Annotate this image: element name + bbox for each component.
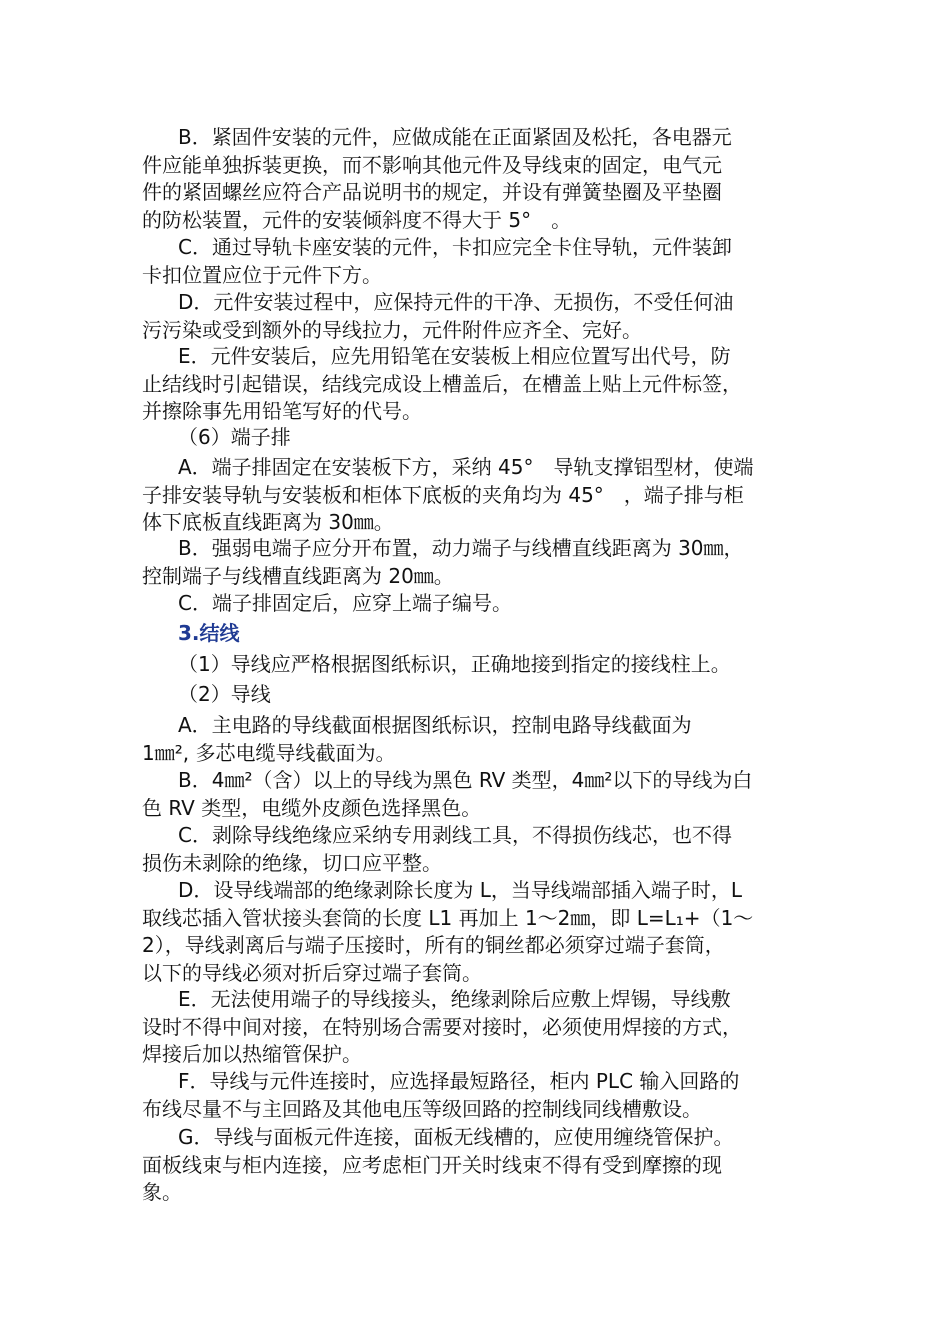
subheading-terminal-block [142, 424, 812, 452]
paragraph-e-labels [142, 343, 812, 426]
paragraph-c-stripping [142, 822, 812, 877]
text-line: 布线尽量不与主回路及其他电压等级回路的控制线同线槽敷设。 [142, 1096, 702, 1121]
text-line: D．设导线端部的绝缘剥除长度为 L，当导线端部插入端子时，L [178, 878, 743, 902]
text-line: 卡扣位置应位于元件下方。 [142, 262, 382, 287]
text-line: B．4㎜²（含）以上的导线为黑色 RV 类型，4㎜²以下的导线为白 [178, 768, 753, 792]
text-line: B．紧固件安装的元件，应做成能在正面紧固及松托，各电器元 [178, 125, 732, 149]
section-heading: 3.结线 [178, 621, 240, 645]
text-line: 止结线时引起错误，结线完成设上槽盖后，在槽盖上贴上元件标签， [142, 371, 742, 396]
text-line: A．主电路的导线截面根据图纸标识，控制电路导线截面为 [178, 713, 692, 737]
text-line: 损伤未剥除的绝缘，切口应平整。 [142, 850, 442, 875]
text-line: A．端子排固定在安装板下方，采纳 45° 导轨支撑铝型材，使端 [178, 455, 754, 479]
text-line: E．无法使用端子的导线接头，绝缘剥除后应敷上焊锡，导线敷 [178, 987, 731, 1011]
text-line: （1）导线应严格根据图纸标识，正确地接到指定的接线柱上。 [178, 652, 731, 676]
paragraph-e-soldering [142, 986, 812, 1069]
text-line: 件的紧固螺丝应符合产品说明书的规定，并设有弹簧垫圈及平垫圈 [142, 180, 722, 204]
text-line: C．剥除导线绝缘应采纳专用剥线工具，不得损伤线芯，也不得 [178, 823, 732, 847]
text-line: 1㎜², 多芯电缆导线截面为。 [142, 740, 396, 765]
text-line: 以下的导线必须对折后穿过端子套筒。 [142, 960, 482, 985]
text-line: 焊接后加以热缩管保护。 [142, 1042, 362, 1066]
text-line: 设时不得中间对接，在特别场合需要对接时，必须使用焊接的方式， [142, 1014, 742, 1039]
paragraph-a-terminal [142, 454, 812, 537]
text-line: F．导线与元件连接时，应选择最短路径，柜内 PLC 输入回路的 [178, 1069, 740, 1093]
paragraph-g-panel [142, 1124, 812, 1207]
paragraph-b-fasteners [142, 124, 812, 234]
text-line: 件应能单独拆装更换，而不影响其他元件及导线束的固定，电气元 [142, 152, 722, 177]
text-line: 色 RV 类型，电缆外皮颜色选择黑色。 [142, 795, 482, 820]
paragraph-d-clean [142, 289, 812, 344]
text-line: G．导线与面板元件连接，面板无线槽的，应使用缠绕管保护。 [178, 1125, 734, 1149]
paragraph-c-rail [142, 234, 812, 289]
paragraph-b-separation [142, 535, 812, 590]
text-line: 面板线束与柜内连接，应考虑柜门开关时线束不得有受到摩擦的现 [142, 1152, 722, 1177]
text-line: 并擦除事先用铅笔写好的代号。 [142, 399, 422, 423]
text-line: 子排安装导轨与安装板和柜体下底板的夹角均为 45° ，端子排与柜 [142, 482, 744, 507]
text-line: （6）端子排 [178, 425, 291, 449]
paragraph-b-wire-colour [142, 767, 812, 822]
text-line: 污污染或受到额外的导线拉力，元件附件应齐全、完好。 [142, 317, 642, 342]
paragraph-d-strip-length [142, 877, 812, 987]
text-line: C．通过导轨卡座安装的元件，卡扣应完全卡住导轨，元件装卸 [178, 235, 732, 259]
text-line: 取线芯插入管状接头套筒的长度 L1 再加上 1～2㎜，即 L=L₁+（1～ [142, 905, 754, 930]
text-line: B．强弱电端子应分开布置，动力端子与线槽直线距离为 30㎜， [178, 536, 744, 560]
subheading-wires [142, 681, 812, 709]
text-line: D．元件安装过程中，应保持元件的干净、无损伤，不受任何油 [178, 290, 734, 314]
text-line: （2）导线 [178, 682, 271, 706]
text-line: C．端子排固定后，应穿上端子编号。 [178, 591, 512, 615]
text-line: E．元件安装后，应先用铅笔在安装板上相应位置写出代号，防 [178, 344, 731, 368]
text-line: 的防松装置，元件的安装倾斜度不得大于 5° 。 [142, 207, 572, 232]
text-line: 体下底板直线距离为 30㎜。 [142, 510, 394, 534]
paragraph-a-cross-section [142, 712, 812, 767]
text-line: 象。 [142, 1180, 182, 1204]
paragraph-c-numbering [142, 590, 812, 618]
paragraph-1-wiring [142, 651, 812, 679]
paragraph-f-routing [142, 1068, 812, 1123]
text-line: 2），导线剥离后与端子压接时，所有的铜丝都必须穿过端子套筒， [142, 933, 725, 957]
text-line: 控制端子与线槽直线距离为 20㎜。 [142, 563, 454, 588]
